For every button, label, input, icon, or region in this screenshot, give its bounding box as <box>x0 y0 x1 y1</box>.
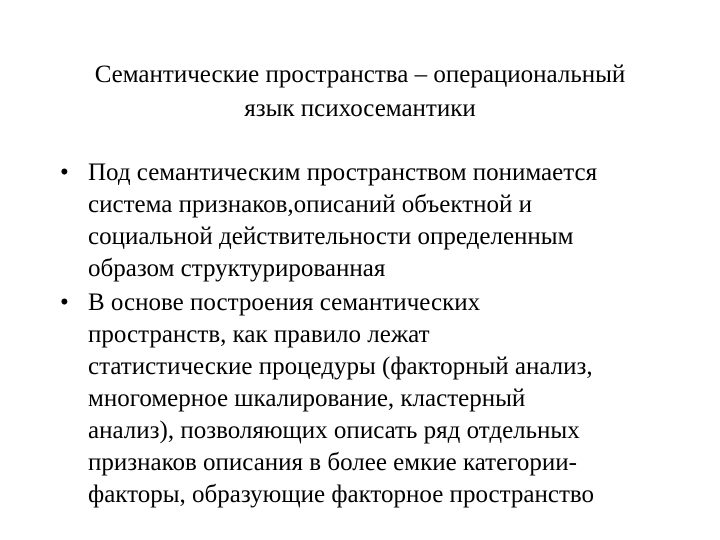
bullet-line: пространств, как правило лежат <box>88 321 430 348</box>
bullet-line: признаков описания в более емкие категории- <box>88 449 577 476</box>
bullet-line: социальной действительности определенным <box>88 223 574 250</box>
slide-title <box>40 58 680 126</box>
bullet-line: система признаков,описаний объектной и <box>88 191 533 218</box>
title-line: Семантические пространства – операциональный <box>94 61 626 88</box>
bullet-item <box>60 157 700 285</box>
bullet-line: В основе построения семантических <box>88 289 481 316</box>
bullet-icon: • <box>60 159 69 186</box>
bullet-line: статистические процедуры (факторный анализ, <box>88 353 593 380</box>
bullet-list <box>60 157 700 513</box>
bullet-item <box>60 287 700 511</box>
bullet-line: образом структурированная <box>88 255 386 282</box>
bullet-line: факторы, образующие факторное пространство <box>88 481 595 508</box>
bullet-line: Под семантическим пространством понимается <box>88 159 598 186</box>
title-line: язык психосемантики <box>244 95 476 122</box>
bullet-line: анализ), позволяющих описать ряд отдельных <box>88 417 580 444</box>
bullet-icon: • <box>60 289 69 316</box>
bullet-line: многомерное шкалирование, кластерный <box>88 385 526 412</box>
